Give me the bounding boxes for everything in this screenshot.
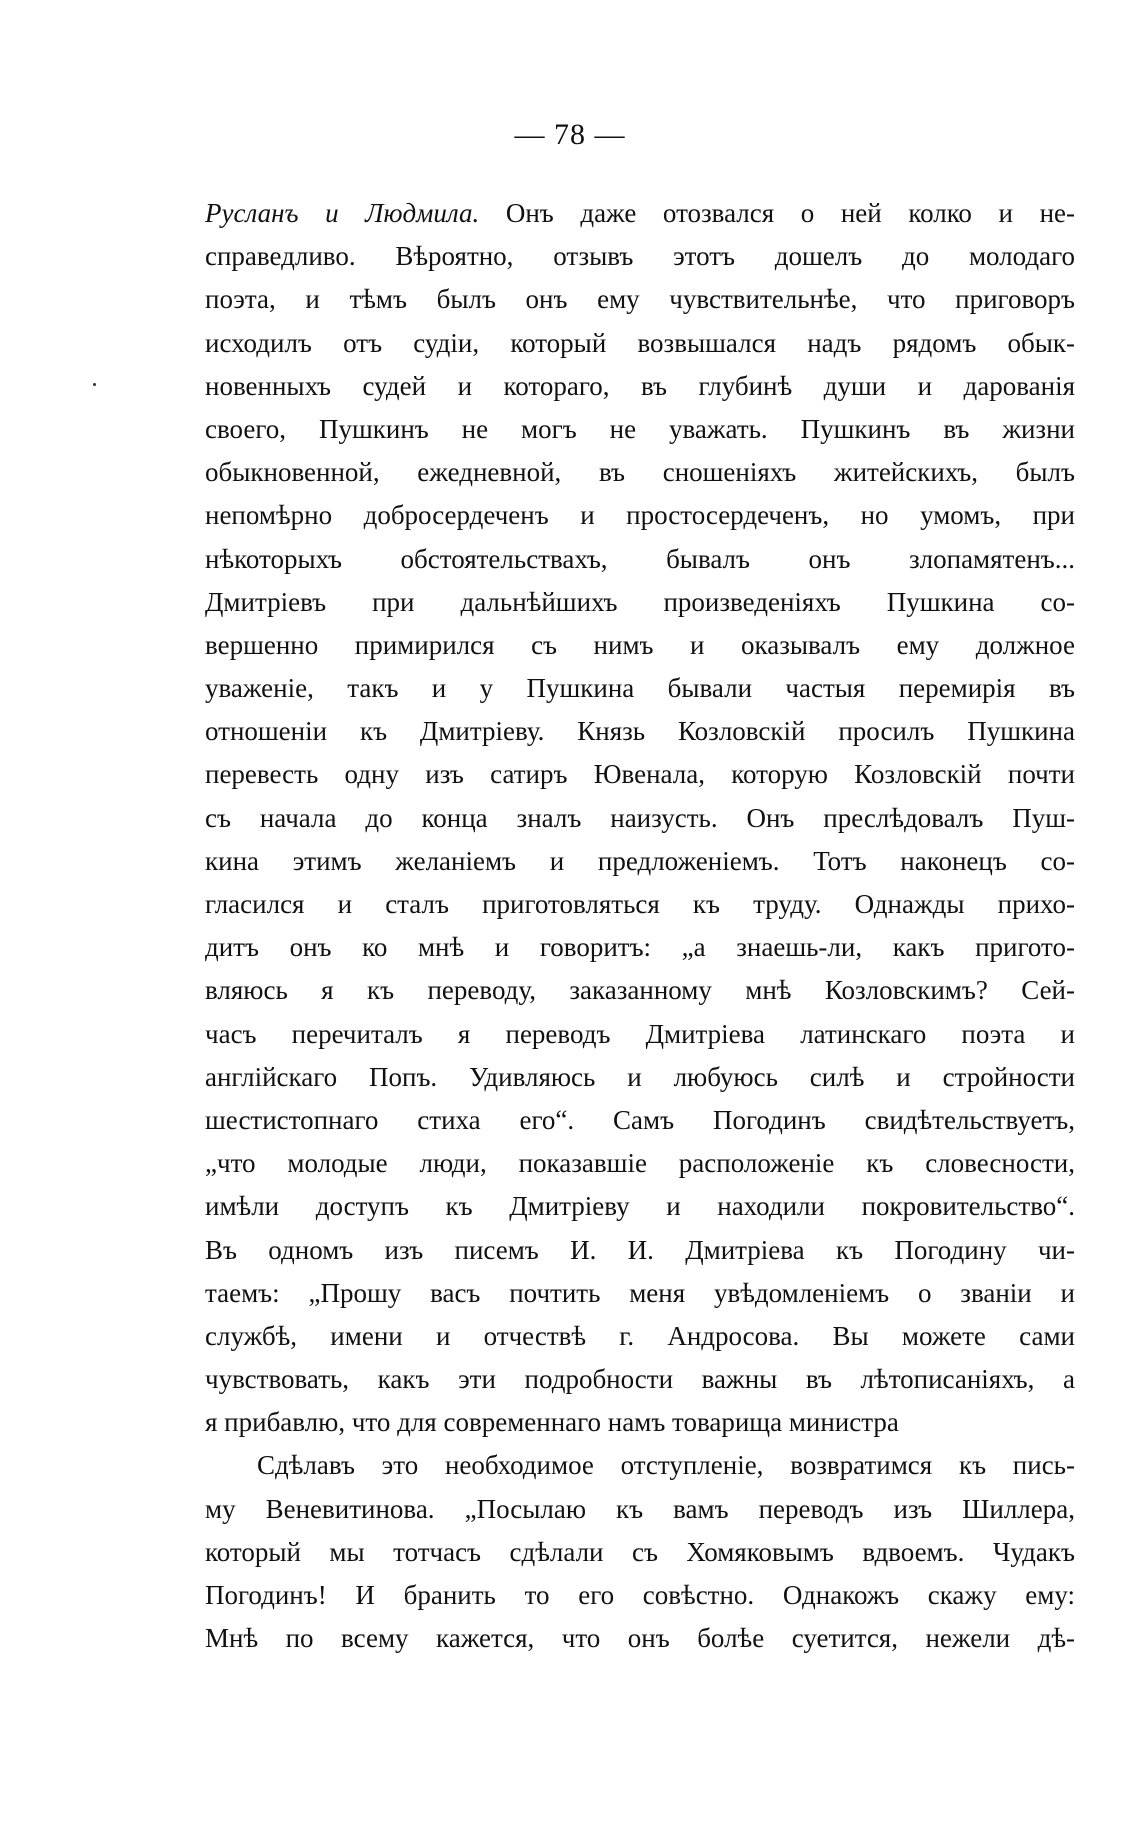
text-line: Въ одномъ изъ писемъ И. И. Дмитріева къ Погодину чи- [205, 1234, 1075, 1265]
text-line: перевесть одну изъ сатиръ Ювенала, которую Козловскій почти [205, 759, 1075, 790]
text-line: гласился и сталъ приготовляться къ труду. Однажды прихо- [205, 889, 1075, 919]
text-line: уваженіе, такъ и у Пушкина бывали частыя перемирія въ [205, 673, 1075, 704]
text-line: „что молодые люди, показавшіе расположеніе къ словесности, [205, 1148, 1075, 1179]
text-line: таемъ: „Прошу васъ почтить меня увѣдомленіемъ о званіи и [205, 1277, 1075, 1308]
text-line: своего, Пушкинъ не могъ не уважать. Пушкинъ въ жизни [205, 413, 1075, 444]
text-line: дитъ онъ ко мнѣ и говоритъ: „а знаешь-ли, какъ пригото- [205, 932, 1075, 963]
text-line: новенныхъ судей и котораго, въ глубинѣ души и дарованія [205, 370, 1075, 401]
text-line: поэта, и тѣмъ былъ онъ ему чувствительнѣе, что приговоръ [205, 284, 1075, 315]
text-line: вершенно примирился съ нимъ и оказывалъ ему должное [205, 629, 1075, 660]
italic-title: Русланъ и Людмила. [205, 198, 480, 228]
text-line: Дмитріевъ при дальнѣйшихъ произведеніяхъ Пушкина со- [205, 586, 1075, 617]
text-line: Сдѣлавъ это необходимое отступленіе, возвратимся къ пись- [257, 1450, 1075, 1481]
text-line: справедливо. Вѣроятно, отзывъ этотъ дошелъ до молодаго [205, 241, 1075, 272]
text-line: обыкновенной, ежедневной, въ сношеніяхъ житейскихъ, былъ [205, 457, 1075, 488]
text-line: му Веневитинова. „Посылаю къ вамъ переводъ изъ Шиллера, [205, 1493, 1075, 1524]
text-line [205, 192, 1075, 235]
text-line: имѣли доступъ къ Дмитріеву и находили покровительство“. [205, 1191, 1075, 1222]
text-line: съ начала до конца зналъ наизусть. Онъ преслѣдовалъ Пуш- [205, 802, 1075, 833]
text-line: чувствовать, какъ эти подробности важны въ лѣтописаніяхъ, а [205, 1364, 1075, 1395]
text-line: Погодинъ! И бранить то его совѣстно. Однакожъ скажу ему: [205, 1580, 1075, 1610]
text-line: нѣкоторыхъ обстоятельствахъ, бывалъ онъ злопамятенъ... [205, 543, 1075, 574]
text-line: непомѣрно добросердеченъ и простосердеченъ, но умомъ, при [205, 500, 1075, 531]
body-text [205, 192, 1075, 1660]
text-line: исходилъ отъ судіи, который возвышался надъ рядомъ обык- [205, 327, 1075, 358]
text-line: отношеніи къ Дмитріеву. Князь Козловскій просилъ Пушкина [205, 716, 1075, 747]
text-line: шестистопнаго стиха его“. Самъ Погодинъ свидѣтельствуетъ, [205, 1104, 1075, 1135]
text-line: Мнѣ по всему кажется, что онъ болѣе суетится, нежели дѣ- [205, 1623, 1075, 1654]
text-line: англійскаго Попъ. Удивляюсь и любуюсь силѣ и стройности [205, 1061, 1075, 1092]
text-line: службѣ, имени и отчествѣ г. Андросова. Вы можете сами [205, 1320, 1075, 1351]
first-line-rest: Онъ даже отозвался о ней колко и не- [479, 198, 1075, 228]
text-line: часъ перечиталъ я переводъ Дмитріева латинскаго поэта и [205, 1018, 1075, 1049]
page-number: — 78 — [514, 118, 626, 151]
margin-speck [93, 383, 96, 386]
text-line: вляюсь я къ переводу, заказанному мнѣ Козловскимъ? Сей- [205, 975, 1075, 1006]
text-line: кина этимъ желаніемъ и предложеніемъ. Тотъ наконецъ со- [205, 845, 1075, 876]
text-line: который мы тотчасъ сдѣлали съ Хомяковымъ вдвоемъ. Чудакъ [205, 1536, 1075, 1567]
text-line: я прибавлю, что для современнаго намъ товарища министра [205, 1407, 899, 1438]
